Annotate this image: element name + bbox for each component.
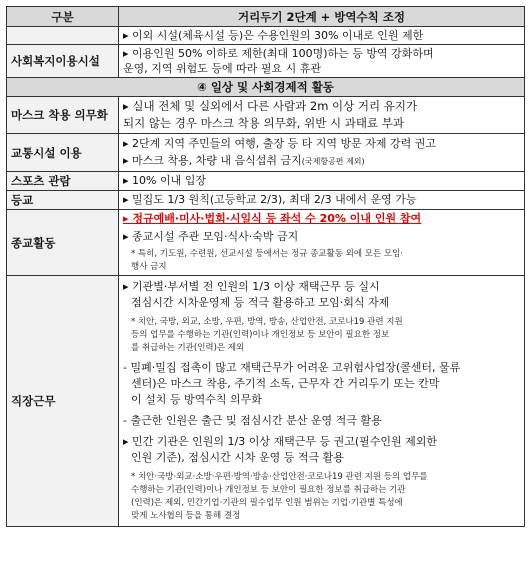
row-content-mask xyxy=(119,97,525,134)
section-band xyxy=(7,78,525,97)
highlight-line: ▸ 정규예배·미사·법회·시일식 등 좌석 수 20% 이내 인원 참여 xyxy=(123,212,422,225)
row-label-welfare: 사회복지이용시설 xyxy=(7,45,119,78)
content-text: ▸ 마스크 착용, 차량 내 음식섭취 금지 xyxy=(123,154,302,167)
content-line: 되지 않는 경우 마스크 착용 의무화, 위반 시 과태료 부과 xyxy=(123,116,404,130)
row-content-sports: ▸ 10% 이내 입장 xyxy=(119,172,525,191)
note-line: 를 취급하는 기관(인력)은 제외 xyxy=(131,343,245,353)
content-line: ▸ 이외 시설(체육시설 등)은 수용인원의 30% 이내로 인원 제한 xyxy=(123,29,424,42)
row-label-sports: 스포츠 관람 xyxy=(7,172,119,191)
content-line: - 출근한 인원은 출근 및 점심시간 분산 운영 적극 활용 xyxy=(123,414,382,427)
content-line: 운영, 지역 위험도 등에 따라 필요 시 휴관 xyxy=(123,62,321,75)
header-category: 구분 xyxy=(7,7,119,27)
note-line: * 특히, 기도원, 수련원, 선교시설 등에서는 정규 종교활동 외에 모든 모임· xyxy=(131,249,403,259)
row-label-empty xyxy=(7,27,119,45)
table-row xyxy=(7,97,525,134)
row-content-welfare xyxy=(119,45,525,78)
note-line: 행사 금지 xyxy=(131,262,167,272)
content-note: (국제항공편 제외) xyxy=(301,157,365,166)
content-line: ▸ 실내 전체 및 실외에서 다른 사람과 2m 이상 거리 유지가 xyxy=(123,99,418,113)
content-line: 센터)은 마스크 착용, 주기적 소독, 근무자 간 거리두기 또는 칸막 xyxy=(131,377,440,390)
row-label-work: 직장근무 xyxy=(7,276,119,527)
header-measures: 거리두기 2단계 + 방역수칙 조정 xyxy=(119,7,525,27)
content-line: ▸ 종교시설 주관 모임·식사·숙박 금지 xyxy=(123,230,299,243)
content-line: - 밀폐·밀집 접촉이 많고 재택근무가 어려운 고위험사업장(콜센터, 물류 xyxy=(123,361,461,374)
table-row xyxy=(7,191,525,210)
note-line: 수행하는 기관(인력)이나 개인정보 등 보안이 필요한 정보를 취급하는 기관 xyxy=(131,485,406,495)
row-label-school: 등교 xyxy=(7,191,119,210)
note-line: * 치안·국방·외교·소방·우편·방역·방송·산업안전·코로나19 관련 지원 등의 업무를 xyxy=(131,472,428,482)
table-row xyxy=(7,210,525,276)
row-content-transport xyxy=(119,134,525,172)
content-line xyxy=(123,152,520,170)
table-row xyxy=(7,172,525,191)
table-row xyxy=(7,45,525,78)
row-label-mask: 마스크 착용 의무화 xyxy=(7,97,119,134)
content-line: ▸ 2단계 지역 주민들의 여행, 출장 등 타 지역 방문 자제 강력 권고 xyxy=(123,137,436,150)
table-row xyxy=(7,276,525,527)
note-line: 맞게 노사협의 등을 통해 결정 xyxy=(131,511,241,521)
table-row xyxy=(7,134,525,172)
content-line: ▸ 민간 기관은 인원의 1/3 이상 재택근무 등 권고(필수인원 제외한 xyxy=(123,435,438,448)
row-content-school: ▸ 밀집도 1/3 원칙(고등학교 2/3), 최대 2/3 내에서 운영 가능 xyxy=(119,191,525,210)
table-header xyxy=(7,7,525,27)
note-line: * 치안, 국방, 외교, 소방, 우편, 방역, 방송, 산업안전, 코로나19 관련 지원 xyxy=(131,317,403,327)
content-line: ▸ 이용인원 50% 이하로 제한(최대 100명)하는 등 방역 강화하며 xyxy=(123,47,434,60)
content-line: 이 설치 등 방역수칙 의무화 xyxy=(131,393,262,406)
note-line: (인력)은 제외, 민간기업·기관의 필수업무 인원 범위는 기업·기관별 특성에 xyxy=(131,498,403,508)
content-line: ▸ 기관별·부서별 전 인원의 1/3 이상 재택근무 등 실시 xyxy=(123,280,380,293)
content-line: 인원 기준), 점심시간 시차 운영 등 적극 활용 xyxy=(131,451,344,464)
content-line: 점심시간 시차운영제 등 적극 활용하고 모임·회식 자제 xyxy=(131,296,390,309)
table-row xyxy=(7,27,525,45)
section-title: ④ 일상 및 사회경제적 활동 xyxy=(7,78,525,97)
row-content-work xyxy=(119,276,525,527)
note-line: 등의 업무를 수행하는 기관(인력)이나 개인정보 등 보안이 필요한 정보 xyxy=(131,330,390,340)
row-label-transport: 교통시설 이용 xyxy=(7,134,119,172)
row-label-religion: 종교활동 xyxy=(7,210,119,276)
row-content-religion xyxy=(119,210,525,276)
row-content-other-facilities xyxy=(119,27,525,45)
measures-table xyxy=(6,6,525,527)
